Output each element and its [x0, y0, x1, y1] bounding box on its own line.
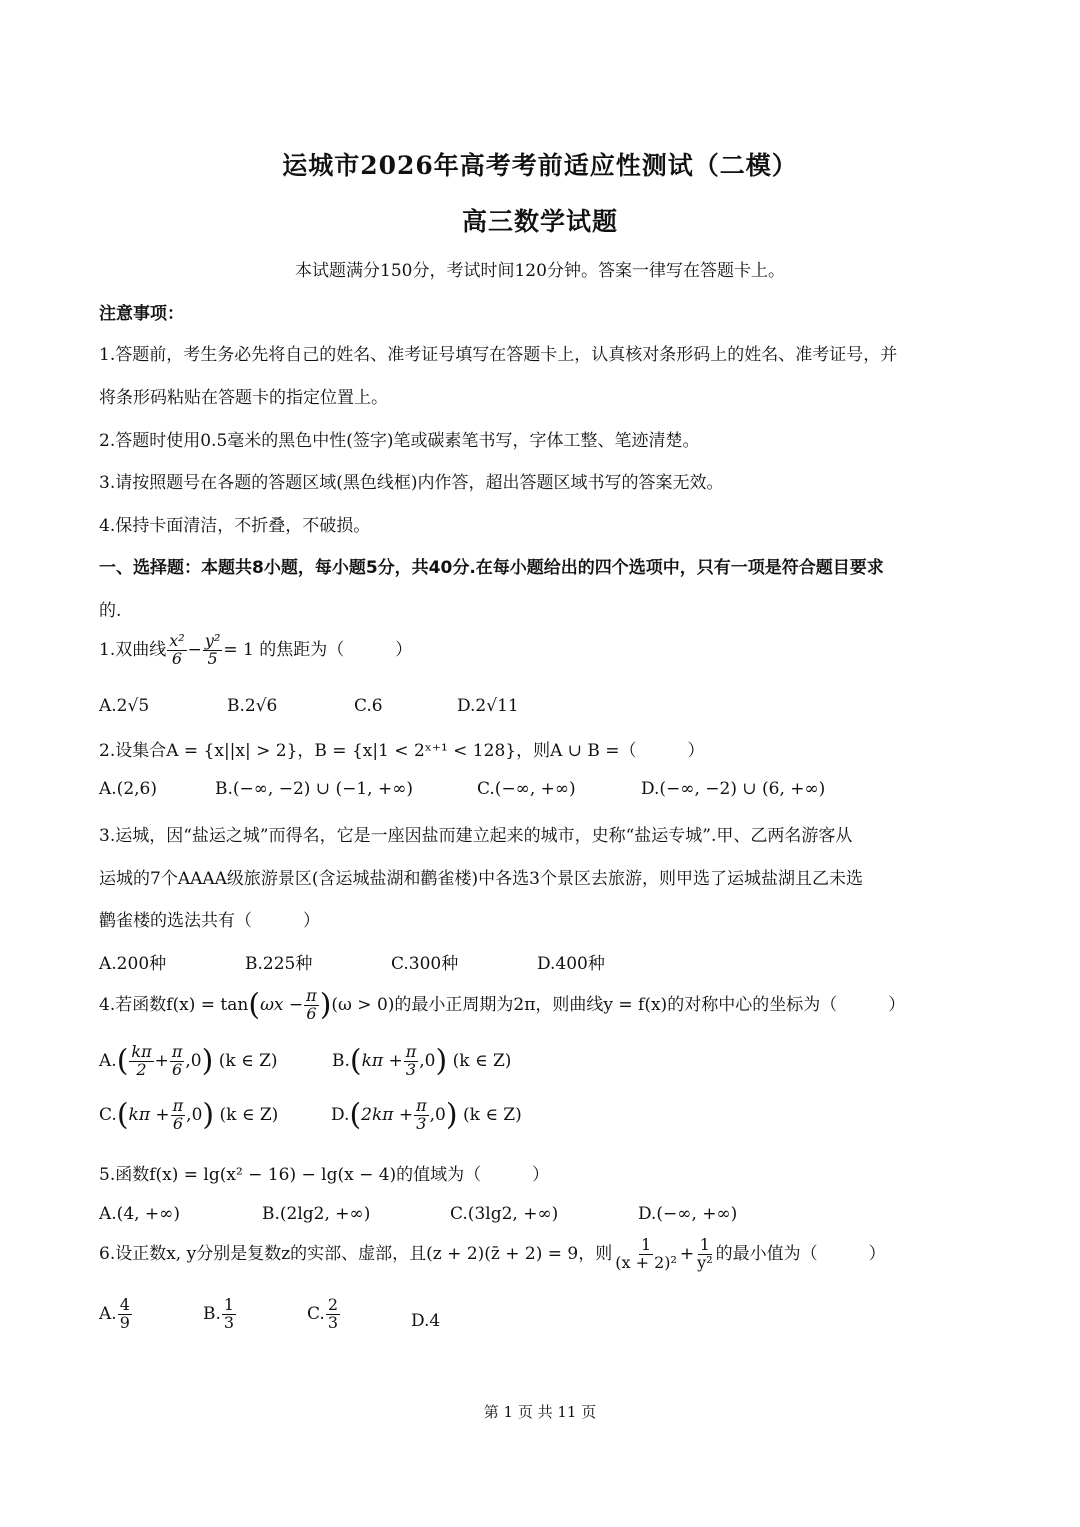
q4-d-den: 3 — [416, 1113, 427, 1133]
q4-option-c — [99, 1098, 278, 1133]
q6-frac1-den: (x + 2)² — [615, 1252, 677, 1272]
q4-paren-close: ) — [319, 987, 332, 1023]
q6-frac2-den: y² — [697, 1252, 713, 1272]
q4-a-label: A. — [99, 1050, 117, 1071]
q6-prefix: 6.设正数x, y分别是复数z的实部、虚部，且(z + 2)(z̄ + 2) = 9，则 — [99, 1243, 613, 1264]
q4-frac-den: 6 — [306, 1003, 317, 1023]
q1-fraction-x — [167, 633, 186, 668]
q4-b-pre: kπ + — [361, 1050, 403, 1071]
q4-d-pre: 2kπ + — [361, 1104, 414, 1125]
q4-d-num: π — [416, 1096, 427, 1115]
q4-c-tail: ,0 — [186, 1104, 203, 1125]
q4-a-paren-close: ) — [201, 1043, 214, 1079]
q4-paren-open: ( — [248, 987, 261, 1023]
q4-d-label: D. — [331, 1104, 350, 1125]
q1-frac2-den: 5 — [207, 648, 218, 668]
q5-option-a: A.(4, +∞) — [99, 1204, 180, 1224]
question-1-stem — [99, 633, 412, 668]
q4-inner: ωx − — [260, 994, 304, 1015]
q4-option-b — [332, 1044, 511, 1079]
q4-c-den: 6 — [172, 1113, 183, 1133]
q4-c-num: π — [172, 1096, 184, 1115]
q6-option-b — [203, 1297, 237, 1332]
q4-a-num2: π — [171, 1042, 183, 1061]
q5-option-b: B.(2lg2, +∞) — [262, 1204, 371, 1224]
note-item-2: 2.答题时使用0.5毫米的黑色中性(签字)笔或碳素笔书写，字体工整、笔迹清楚。 — [99, 431, 700, 451]
question-3-line-1: 3.运城，因“盐运之城”而得名，它是一座因盐而建立起来的城市，史称“盐运专城”.甲、乙两名游客从 — [99, 826, 853, 846]
q1-fraction-y — [203, 633, 222, 668]
q6-suffix: 的最小值为（ ） — [715, 1243, 886, 1264]
document-title: 运城市2026年高考考前适应性测试（二模） — [282, 151, 798, 180]
q6-fraction-1 — [613, 1237, 679, 1272]
q4-c-pre: kπ + — [128, 1104, 170, 1125]
q5-option-d: D.(−∞, +∞) — [638, 1204, 738, 1224]
q1-option-b: B.2√6 — [227, 696, 278, 716]
q4-b-paren-close: ) — [435, 1043, 448, 1079]
q4-d-tail: ,0 — [429, 1104, 446, 1125]
q6-fraction-2 — [695, 1237, 714, 1272]
q1-option-c: C.6 — [354, 696, 383, 716]
exam-info: 本试题满分150分，考试时间120分钟。答案一律写在答题卡上。 — [295, 261, 785, 281]
q6-a-num: 4 — [119, 1295, 130, 1314]
q4-a-tail: ,0 — [185, 1050, 202, 1071]
q4-a-den1: 2 — [136, 1059, 147, 1079]
page-number: 第 1 页 共 11 页 — [483, 1403, 597, 1421]
q6-plus: + — [679, 1243, 695, 1264]
question-2-stem: 2.设集合A = {x||x| > 2}，B = {x|1 < 2ˣ⁺¹ < 128}，则A ∪ B =（ ） — [99, 741, 705, 761]
q4-d-paren-close: ) — [445, 1097, 458, 1133]
q1-frac1-num: x² — [169, 631, 185, 650]
q4-b-paren-open: ( — [349, 1043, 362, 1079]
q4-b-label: B. — [332, 1050, 350, 1071]
q4-c-paren-open: ( — [116, 1097, 129, 1133]
q4-a-frac1 — [129, 1044, 153, 1079]
q1-frac1-den: 6 — [171, 648, 183, 668]
q6-c-frac — [326, 1297, 340, 1332]
section1-desc: 本题共8小题，每小题5分，共40分.在每小题给出的四个选项中，只有一项是符合题目要求 — [201, 558, 884, 578]
q4-d-paren-open: ( — [349, 1097, 362, 1133]
q6-frac1-num: 1 — [640, 1235, 652, 1254]
q1-prefix: 1.双曲线 — [99, 639, 167, 660]
note-item-3: 3.请按照题号在各题的答题区域(黑色线框)内作答，超出答题区域书写的答案无效。 — [99, 473, 724, 493]
q6-b-frac — [222, 1297, 236, 1332]
notes-heading: 注意事项： — [99, 304, 184, 324]
q2-option-b: B.(−∞, −2) ∪ (−1, +∞) — [215, 779, 414, 799]
note-item-1: 1.答题前，考生务必先将自己的姓名、准考证号填写在答题卡上，认真核对条形码上的姓名、准考证号，并 — [99, 345, 898, 365]
q4-c-cond: (k ∈ Z) — [219, 1104, 279, 1125]
q6-option-c — [307, 1297, 341, 1332]
q4-c-frac — [171, 1098, 186, 1133]
question-3-line-2: 运城的7个AAAA级旅游景区(含运城盐湖和鹳雀楼)中各选3个景区去旅游，则甲选了运城盐湖且乙未选 — [99, 869, 864, 889]
q4-a-plus: + — [154, 1050, 169, 1071]
document-subtitle: 高三数学试题 — [461, 207, 618, 236]
q1-option-a: A.2√5 — [99, 696, 150, 716]
q1-frac2-num: y² — [204, 631, 221, 650]
q3-option-a: A.200种 — [99, 954, 167, 974]
question-6-stem — [99, 1237, 886, 1272]
q4-a-den2: 6 — [172, 1059, 183, 1079]
question-5-stem: 5.函数f(x) = lg(x² − 16) − lg(x − 4)的值域为（ ） — [99, 1165, 550, 1185]
q4-d-frac — [414, 1098, 429, 1133]
q4-fraction — [304, 988, 319, 1023]
section1-heading-line — [99, 553, 884, 578]
q6-option-a — [99, 1297, 133, 1332]
q4-option-a — [99, 1044, 278, 1079]
q6-a-frac — [118, 1297, 132, 1332]
q4-b-tail: ,0 — [419, 1050, 436, 1071]
q4-c-label: C. — [99, 1104, 117, 1125]
q3-option-b: B.225种 — [245, 954, 313, 974]
q1-minus: − — [187, 639, 202, 660]
q4-d-cond: (k ∈ Z) — [462, 1104, 522, 1125]
q4-a-num1: kπ — [131, 1042, 152, 1061]
q3-option-d: D.400种 — [537, 954, 605, 974]
q6-a-label: A. — [99, 1303, 117, 1324]
q6-frac2-num: 1 — [699, 1235, 710, 1254]
q4-c-paren-close: ) — [202, 1097, 215, 1133]
q1-suffix: = 1 的焦距为（ ） — [223, 639, 413, 660]
q4-b-den: 3 — [405, 1059, 417, 1079]
q4-option-d — [331, 1098, 522, 1133]
q4-b-cond: (k ∈ Z) — [452, 1050, 512, 1071]
note-item-4: 4.保持卡面清洁，不折叠，不破损。 — [99, 516, 371, 536]
q4-a-cond: (k ∈ Z) — [218, 1050, 278, 1071]
q6-b-num: 1 — [223, 1295, 235, 1314]
question-3-line-3: 鹳雀楼的选法共有（ ） — [99, 911, 320, 931]
q6-b-label: B. — [203, 1303, 221, 1324]
q2-option-a: A.(2,6) — [99, 779, 157, 799]
q6-c-num: 2 — [327, 1295, 338, 1314]
q6-c-den: 3 — [327, 1312, 338, 1332]
note-item-1-cont: 将条形码粘贴在答题卡的指定位置上。 — [99, 388, 388, 408]
q6-c-label: C. — [307, 1303, 325, 1324]
q4-b-num: π — [405, 1042, 417, 1061]
q2-option-d: D.(−∞, −2) ∪ (6, +∞) — [641, 779, 826, 799]
q5-option-c: C.(3lg2, +∞) — [450, 1204, 559, 1224]
q2-option-c: C.(−∞, +∞) — [477, 779, 576, 799]
q4-suffix: (ω > 0)的最小正周期为2π，则曲线y = f(x)的对称中心的坐标为（ ） — [331, 994, 906, 1015]
q6-a-den: 9 — [119, 1312, 130, 1332]
q4-b-frac — [404, 1044, 419, 1079]
q6-b-den: 3 — [223, 1312, 235, 1332]
q6-option-d: D.4 — [411, 1311, 441, 1331]
q3-option-c: C.300种 — [391, 954, 459, 974]
section1-heading: 一、选择题： — [99, 558, 201, 578]
q1-option-d: D.2√11 — [457, 696, 519, 716]
q4-prefix: 4.若函数f(x) = tan — [99, 994, 249, 1015]
q4-frac-num: π — [306, 986, 317, 1005]
q4-a-paren-open: ( — [116, 1043, 129, 1079]
section1-desc-cont: 的. — [99, 601, 122, 621]
question-4-stem — [99, 988, 905, 1023]
q4-a-frac2 — [170, 1044, 185, 1079]
